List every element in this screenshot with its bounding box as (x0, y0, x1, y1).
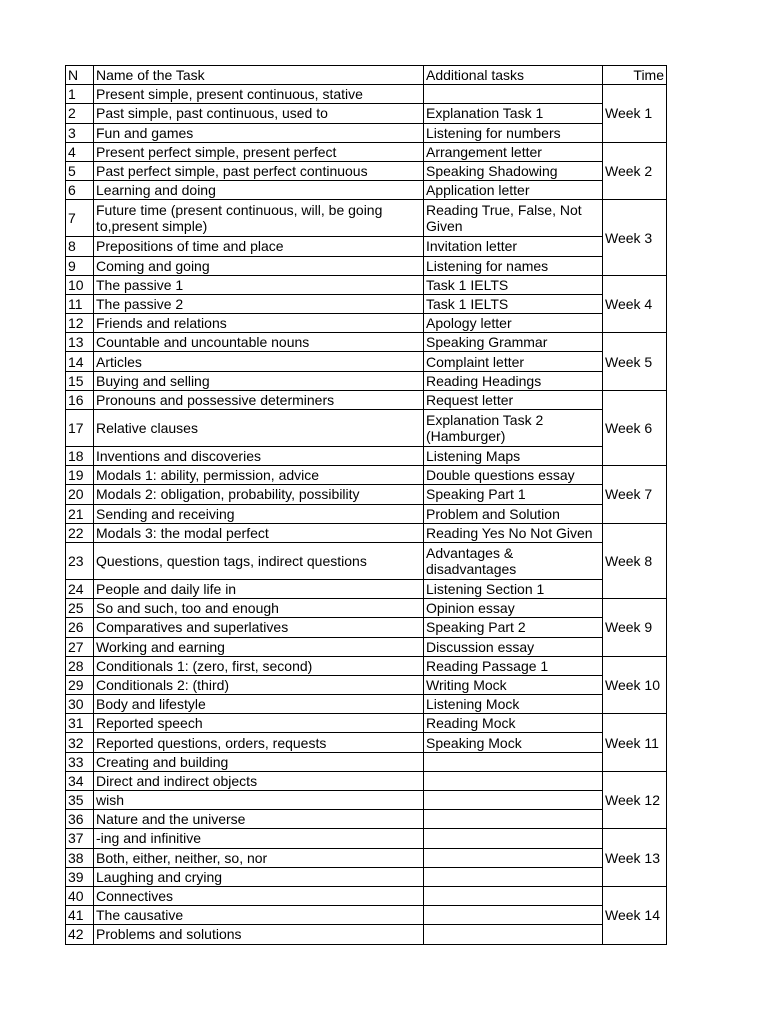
week-cell: Week 14 (603, 886, 667, 944)
table-row (66, 771, 667, 790)
additional-task (424, 771, 603, 790)
row-number: 2 (66, 104, 94, 123)
table-row (66, 523, 667, 542)
task-name: Countable and uncountable nouns (94, 333, 424, 352)
row-number: 5 (66, 161, 94, 180)
task-name: Comparatives and superlatives (94, 618, 424, 637)
row-number: 7 (66, 200, 94, 237)
table-row (66, 314, 667, 333)
row-number: 20 (66, 485, 94, 504)
task-name: Modals 3: the modal perfect (94, 523, 424, 542)
additional-task (424, 85, 603, 104)
table-row (66, 656, 667, 675)
additional-task: Listening for names (424, 256, 603, 275)
task-name: Learning and doing (94, 181, 424, 200)
schedule-table (65, 65, 667, 945)
table-row (66, 275, 667, 294)
row-number: 24 (66, 579, 94, 598)
additional-task: Reading Passage 1 (424, 656, 603, 675)
row-number: 39 (66, 867, 94, 886)
table-row (66, 352, 667, 371)
row-number: 26 (66, 618, 94, 637)
table-row (66, 181, 667, 200)
table-row (66, 161, 667, 180)
week-cell: Week 11 (603, 714, 667, 772)
additional-task: Listening Maps (424, 447, 603, 466)
task-name: The passive 1 (94, 275, 424, 294)
week-cell: Week 13 (603, 829, 667, 887)
row-number: 34 (66, 771, 94, 790)
task-name: Modals 2: obligation, probability, possibility (94, 485, 424, 504)
row-number: 42 (66, 925, 94, 944)
additional-task: Arrangement letter (424, 142, 603, 161)
row-number: 23 (66, 542, 94, 579)
row-number: 31 (66, 714, 94, 733)
task-name: Both, either, neither, so, nor (94, 848, 424, 867)
table-row (66, 542, 667, 579)
task-name: Reported questions, orders, requests (94, 733, 424, 752)
table-row (66, 906, 667, 925)
week-cell: Week 5 (603, 333, 667, 391)
week-cell: Week 1 (603, 85, 667, 143)
additional-task (424, 925, 603, 944)
additional-task (424, 829, 603, 848)
row-number: 9 (66, 256, 94, 275)
table-row (66, 504, 667, 523)
row-number: 41 (66, 906, 94, 925)
table-row (66, 390, 667, 409)
row-number: 40 (66, 886, 94, 905)
header-task-name: Name of the Task (94, 66, 424, 85)
task-name: Direct and indirect objects (94, 771, 424, 790)
task-name: wish (94, 791, 424, 810)
table-row (66, 333, 667, 352)
table-row (66, 237, 667, 256)
table-row (66, 886, 667, 905)
additional-task (424, 791, 603, 810)
table-row (66, 925, 667, 944)
additional-task: Invitation letter (424, 237, 603, 256)
table-row (66, 256, 667, 275)
additional-task: Task 1 IELTS (424, 294, 603, 313)
task-name: Nature and the universe (94, 810, 424, 829)
table-row (66, 599, 667, 618)
task-name: Past simple, past continuous, used to (94, 104, 424, 123)
additional-task: Apology letter (424, 314, 603, 333)
week-cell: Week 2 (603, 142, 667, 200)
task-name: Laughing and crying (94, 867, 424, 886)
table-row (66, 447, 667, 466)
task-name: Conditionals 1: (zero, first, second) (94, 656, 424, 675)
table-row (66, 294, 667, 313)
row-number: 14 (66, 352, 94, 371)
additional-task: Application letter (424, 181, 603, 200)
task-name: The causative (94, 906, 424, 925)
additional-task: Explanation Task 1 (424, 104, 603, 123)
row-number: 29 (66, 675, 94, 694)
task-name: Coming and going (94, 256, 424, 275)
row-number: 19 (66, 466, 94, 485)
table-row (66, 466, 667, 485)
additional-task: Reading Mock (424, 714, 603, 733)
additional-task: Task 1 IELTS (424, 275, 603, 294)
row-number: 30 (66, 695, 94, 714)
table-row (66, 867, 667, 886)
additional-task: Problem and Solution (424, 504, 603, 523)
additional-task: Double questions essay (424, 466, 603, 485)
table-row (66, 618, 667, 637)
table-row (66, 714, 667, 733)
table-row (66, 695, 667, 714)
task-name: Working and earning (94, 637, 424, 656)
row-number: 13 (66, 333, 94, 352)
table-row (66, 485, 667, 504)
table-row (66, 410, 667, 447)
table-row (66, 104, 667, 123)
additional-task (424, 867, 603, 886)
week-cell: Week 4 (603, 275, 667, 333)
task-name: Pronouns and possessive determiners (94, 390, 424, 409)
row-number: 4 (66, 142, 94, 161)
additional-task: Speaking Part 1 (424, 485, 603, 504)
row-number: 10 (66, 275, 94, 294)
task-name: Connectives (94, 886, 424, 905)
additional-task: Request letter (424, 390, 603, 409)
table-row (66, 637, 667, 656)
row-number: 25 (66, 599, 94, 618)
additional-task: Advantages & disadvantages (424, 542, 603, 579)
row-number: 8 (66, 237, 94, 256)
week-cell: Week 6 (603, 390, 667, 465)
task-name: Body and lifestyle (94, 695, 424, 714)
week-cell: Week 9 (603, 599, 667, 657)
task-name: Buying and selling (94, 371, 424, 390)
additional-task (424, 752, 603, 771)
row-number: 22 (66, 523, 94, 542)
additional-task: Reading Yes No Not Given (424, 523, 603, 542)
task-name: Inventions and discoveries (94, 447, 424, 466)
table-row (66, 675, 667, 694)
task-name: Problems and solutions (94, 925, 424, 944)
row-number: 17 (66, 410, 94, 447)
header-additional-tasks: Additional tasks (424, 66, 603, 85)
header-time: Time (603, 66, 667, 85)
task-name: Present simple, present continuous, stative (94, 85, 424, 104)
table-row (66, 142, 667, 161)
task-name: Questions, question tags, indirect questions (94, 542, 424, 579)
additional-task: Opinion essay (424, 599, 603, 618)
row-number: 38 (66, 848, 94, 867)
table-row (66, 752, 667, 771)
row-number: 35 (66, 791, 94, 810)
row-number: 3 (66, 123, 94, 142)
task-name: Conditionals 2: (third) (94, 675, 424, 694)
additional-task: Complaint letter (424, 352, 603, 371)
table-row (66, 579, 667, 598)
task-name: Future time (present continuous, will, be going to,present simple) (94, 200, 424, 237)
table-row (66, 810, 667, 829)
row-number: 32 (66, 733, 94, 752)
header-n: N (66, 66, 94, 85)
task-name: Sending and receiving (94, 504, 424, 523)
table-row (66, 200, 667, 237)
task-name: The passive 2 (94, 294, 424, 313)
week-cell: Week 3 (603, 200, 667, 275)
additional-task: Listening for numbers (424, 123, 603, 142)
additional-task: Speaking Mock (424, 733, 603, 752)
additional-task (424, 810, 603, 829)
row-number: 27 (66, 637, 94, 656)
row-number: 21 (66, 504, 94, 523)
schedule-table-body (66, 66, 667, 945)
task-name: Reported speech (94, 714, 424, 733)
row-number: 36 (66, 810, 94, 829)
additional-task: Speaking Shadowing (424, 161, 603, 180)
row-number: 33 (66, 752, 94, 771)
task-name: Prepositions of time and place (94, 237, 424, 256)
additional-task (424, 906, 603, 925)
additional-task: Discussion essay (424, 637, 603, 656)
week-cell: Week 12 (603, 771, 667, 829)
table-row (66, 791, 667, 810)
row-number: 15 (66, 371, 94, 390)
task-name: Relative clauses (94, 410, 424, 447)
table-row (66, 829, 667, 848)
task-name: Articles (94, 352, 424, 371)
row-number: 1 (66, 85, 94, 104)
table-row (66, 848, 667, 867)
task-name: Past perfect simple, past perfect continuous (94, 161, 424, 180)
row-number: 16 (66, 390, 94, 409)
task-name: Present perfect simple, present perfect (94, 142, 424, 161)
task-name: Friends and relations (94, 314, 424, 333)
additional-task: Speaking Grammar (424, 333, 603, 352)
row-number: 18 (66, 447, 94, 466)
additional-task: Listening Mock (424, 695, 603, 714)
additional-task: Listening Section 1 (424, 579, 603, 598)
table-row (66, 733, 667, 752)
additional-task: Explanation Task 2 (Hamburger) (424, 410, 603, 447)
header-row (66, 66, 667, 85)
additional-task: Speaking Part 2 (424, 618, 603, 637)
task-name: Modals 1: ability, permission, advice (94, 466, 424, 485)
row-number: 6 (66, 181, 94, 200)
row-number: 12 (66, 314, 94, 333)
row-number: 11 (66, 294, 94, 313)
additional-task: Reading True, False, Not Given (424, 200, 603, 237)
week-cell: Week 10 (603, 656, 667, 714)
task-name: -ing and infinitive (94, 829, 424, 848)
additional-task (424, 848, 603, 867)
week-cell: Week 8 (603, 523, 667, 598)
row-number: 28 (66, 656, 94, 675)
table-row (66, 85, 667, 104)
week-cell: Week 7 (603, 466, 667, 524)
additional-task (424, 886, 603, 905)
additional-task: Reading Headings (424, 371, 603, 390)
table-row (66, 123, 667, 142)
row-number: 37 (66, 829, 94, 848)
task-name: Fun and games (94, 123, 424, 142)
task-name: People and daily life in (94, 579, 424, 598)
additional-task: Writing Mock (424, 675, 603, 694)
task-name: So and such, too and enough (94, 599, 424, 618)
table-row (66, 371, 667, 390)
task-name: Creating and building (94, 752, 424, 771)
